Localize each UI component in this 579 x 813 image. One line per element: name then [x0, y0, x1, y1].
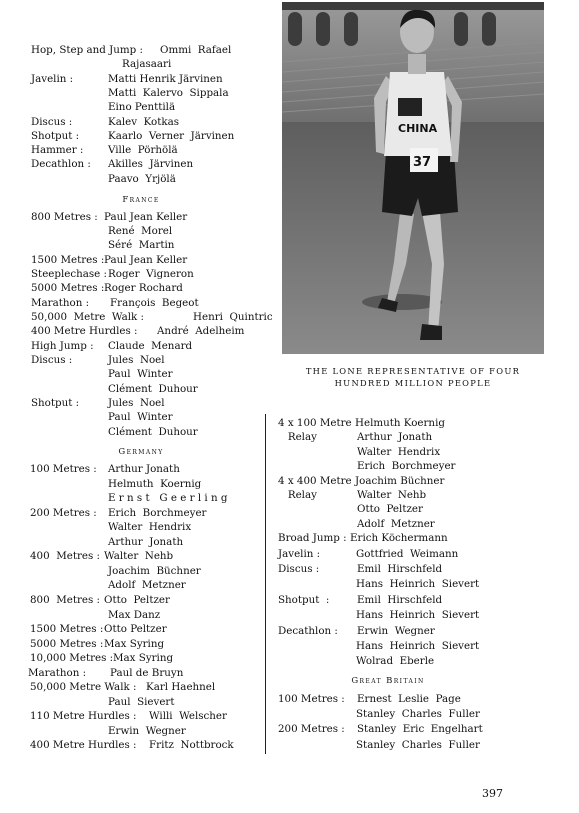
athlete-name: Max Syring	[113, 652, 174, 665]
athlete-name: Paul Winter	[108, 368, 173, 381]
event-label: Steeplechase :	[31, 267, 108, 280]
athlete-name: Arthur Jonath	[357, 431, 433, 444]
athlete-name: Jules Noel	[108, 354, 165, 366]
event-label: 110 Metre Hurdles :	[30, 710, 137, 723]
athlete-name: Emil Hirschfeld	[357, 593, 443, 606]
athlete-name: Fritz Nottbrock	[149, 739, 234, 752]
athlete-name: Willi Welscher	[149, 710, 227, 723]
event-label: Shotput :	[31, 397, 80, 410]
athlete-name: Ernest Leslie Page	[357, 693, 461, 705]
athlete-name: E r n s t G e e r l i n g	[108, 492, 228, 505]
event-label: Javelin :	[278, 547, 321, 560]
athlete-name: Stanley Charles Fuller	[356, 708, 480, 721]
event-label: 10,000 Metres :	[30, 652, 114, 665]
event-label: 50,000 Metre Walk :	[31, 310, 145, 323]
event-label: Hop, Step and Jump :	[31, 44, 143, 56]
athlete-name: Akilles Järvinen	[108, 158, 194, 171]
athlete-name: Matti Henrik Järvinen	[108, 72, 223, 85]
bib-number: 37	[413, 155, 432, 170]
athlete-name: Paul Jean Keller	[104, 253, 188, 266]
event-label: High Jump :	[31, 339, 94, 352]
event-label: 400 Metre Hurdles :	[30, 739, 137, 752]
athlete-name: Roger Rochard	[104, 282, 183, 295]
athlete-name: Otto Peltzer	[357, 503, 423, 516]
athlete-name: Séré Martin	[108, 239, 175, 252]
athlete-name: Clément Duhour	[108, 425, 198, 438]
athlete-name: Helmuth Koernig	[355, 417, 445, 429]
event-label: 1500 Metres :	[31, 253, 105, 266]
event-label: 800 Metres :	[31, 210, 98, 223]
athlete-name: Walter Nehb	[104, 550, 174, 563]
athlete-name: Roger Vigneron	[108, 267, 194, 280]
athlete-name: André Adelheim	[157, 325, 245, 338]
athlete-name: Rajasaari	[122, 58, 172, 71]
athlete-photo	[282, 2, 544, 354]
athlete-photo-illustration	[282, 2, 544, 354]
athlete-name: Hans Heinrich Sievert	[356, 640, 480, 652]
event-label: 1500 Metres :	[30, 623, 104, 636]
athlete-name: Kaarlo Verner Järvinen	[108, 129, 235, 142]
event-label: Shotput :	[278, 593, 330, 606]
event-label: 50,000 Metre Walk :	[30, 681, 137, 694]
athlete-name: Arthur Jonath	[108, 463, 180, 475]
athlete-name: Erwin Wegner	[357, 624, 435, 637]
event-label: Discus :	[31, 354, 73, 366]
athlete-name: Hans Heinrich Sievert	[356, 578, 480, 591]
athlete-name: Paul Winter	[108, 411, 173, 424]
athlete-name: Walter Hendrix	[357, 445, 441, 458]
event-label: 400 Metres :	[30, 550, 101, 563]
athlete-name: Matti Kalervo Sippala	[108, 86, 229, 99]
athlete-name: Kalev Kotkas	[108, 115, 179, 128]
athlete-name: Adolf Metzner	[108, 579, 186, 592]
event-label: 800 Metres :	[30, 593, 101, 606]
athlete-name: Claude Menard	[108, 339, 193, 352]
singlet-text: CHINA	[398, 122, 438, 135]
athlete-name: Paul de Bruyn	[110, 666, 184, 679]
athlete-name: Hans Heinrich Sievert	[356, 609, 480, 622]
athlete-name: Clément Duhour	[108, 382, 198, 395]
athlete-name: Joachim Büchner	[355, 474, 445, 487]
event-label: Hammer :	[31, 144, 84, 157]
athlete-name: François Begeot	[110, 296, 199, 309]
athlete-name: Wolrad Eberle	[356, 655, 435, 668]
athlete-name: Erwin Wegner	[108, 724, 186, 737]
column-divider	[265, 414, 266, 754]
athlete-name: Emil Hirschfeld	[357, 563, 443, 575]
athlete-name: Henri Quintric	[193, 310, 273, 323]
athlete-name: Joachim Büchner	[108, 564, 201, 577]
event-label: Broad Jump :	[278, 532, 347, 545]
event-label: Decathlon :	[31, 158, 91, 171]
athlete-name: Otto Peltzer	[104, 623, 167, 636]
country-heading: Great Britain	[351, 676, 425, 686]
page-number: 397	[482, 787, 503, 800]
event-label: 200 Metres :	[30, 506, 97, 519]
athlete-name: Adolf Metzner	[357, 517, 435, 530]
athlete-name: Paul Jean Keller	[104, 210, 188, 223]
athlete-name: Erich Borchmeyer	[108, 506, 207, 519]
country-heading: Germany	[118, 447, 164, 457]
athlete-name: Max Syring	[104, 637, 165, 650]
event-label: 100 Metres :	[278, 693, 345, 705]
event-label: 100 Metres :	[30, 463, 97, 475]
athlete-name: Eino Penttilä	[108, 101, 176, 114]
athlete-name: Karl Haehnel	[146, 681, 216, 694]
athlete-name: Gottfried Weimann	[356, 547, 459, 560]
athlete-name: Walter Hendrix	[108, 521, 192, 534]
event-label: 400 Metre Hurdles :	[31, 325, 138, 338]
event-label: Marathon :	[28, 666, 87, 679]
event-label: Javelin :	[31, 72, 74, 85]
event-label: Shotput :	[31, 129, 80, 142]
event-label: Relay	[278, 431, 317, 444]
athlete-name: Stanley Charles Fuller	[356, 738, 480, 751]
photo-caption: THE LONE REPRESENTATIVE OF FOUR HUNDRED MILLION PEOPLE	[305, 366, 521, 388]
athlete-name: Erich Borchmeyer	[357, 460, 456, 473]
athlete-name: Walter Nehb	[357, 489, 427, 501]
event-label: Discus :	[31, 115, 73, 128]
event-label: Discus :	[278, 563, 320, 575]
event-label: Marathon :	[31, 296, 90, 309]
athlete-name: Helmuth Koernig	[108, 477, 202, 490]
event-label: 4 x 400 Metre	[278, 474, 352, 487]
athlete-name: Paavo Yrjölä	[108, 172, 176, 185]
country-heading: France	[122, 195, 160, 205]
athlete-name: René Morel	[108, 224, 173, 237]
athlete-name: Paul Sievert	[108, 695, 175, 708]
athlete-name: Erich Köchermann	[350, 532, 448, 545]
athlete-name: Otto Peltzer	[104, 593, 170, 606]
athlete-name: Stanley Eric Engelhart	[357, 723, 483, 736]
athlete-name: Ommi Rafael	[160, 44, 232, 56]
event-label: Decathlon :	[278, 624, 338, 637]
event-label: 5000 Metres :	[31, 282, 105, 295]
athlete-name: Ville Pörhölä	[108, 144, 178, 157]
event-label: 4 x 100 Metre	[278, 417, 352, 429]
athlete-name: Jules Noel	[108, 397, 165, 410]
event-label: 200 Metres :	[278, 723, 345, 736]
athlete-name: Arthur Jonath	[108, 535, 184, 548]
athlete-name: Max Danz	[108, 608, 161, 621]
event-label: 5000 Metres :	[30, 637, 104, 650]
event-label: Relay	[278, 489, 317, 501]
